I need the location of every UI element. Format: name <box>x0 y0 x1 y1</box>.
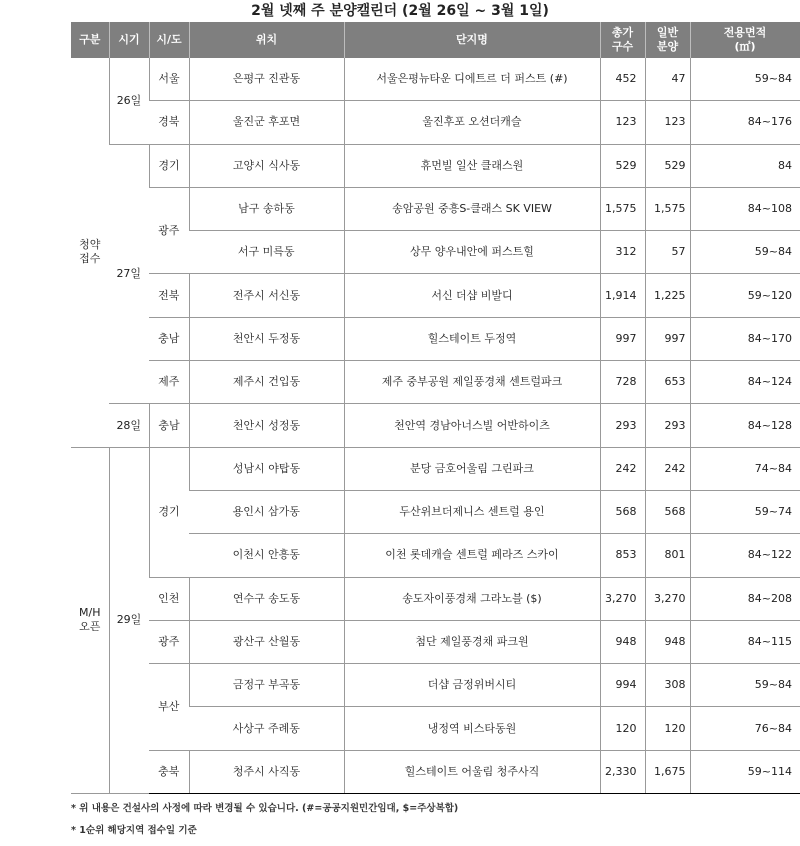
general-cell: 653 <box>645 361 690 404</box>
header-area: 전용면적 (㎡) <box>690 22 800 58</box>
area-cell: 74~84 <box>690 447 800 490</box>
total-cell: 853 <box>600 534 645 577</box>
general-cell: 997 <box>645 317 690 360</box>
general-cell: 242 <box>645 447 690 490</box>
location-cell: 제주시 건입동 <box>189 361 344 404</box>
total-cell: 728 <box>600 361 645 404</box>
total-cell: 312 <box>600 231 645 274</box>
region-cell: 충북 <box>149 750 189 793</box>
location-cell: 고양시 식사동 <box>189 144 344 187</box>
table-row <box>71 317 800 360</box>
region-cell: 경기 <box>149 144 189 187</box>
total-cell: 997 <box>600 317 645 360</box>
header-total-units: 총가 구수 <box>600 22 645 58</box>
header-region: 시/도 <box>149 22 189 58</box>
total-cell: 123 <box>600 101 645 144</box>
area-cell: 84~124 <box>690 361 800 404</box>
location-cell: 남구 송하동 <box>189 187 344 230</box>
complex-cell: 서울은평뉴타운 디에트르 더 퍼스트 (#) <box>344 58 600 101</box>
total-cell: 529 <box>600 144 645 187</box>
general-cell: 123 <box>645 101 690 144</box>
footnote-basis: * 1순위 해당지역 접수일 기준 <box>71 825 197 836</box>
table-row <box>71 750 800 793</box>
region-cell: 부산 <box>149 664 189 751</box>
area-cell: 59~84 <box>690 58 800 101</box>
area-cell: 84~208 <box>690 577 800 620</box>
header-row <box>71 22 800 58</box>
area-cell: 84~122 <box>690 534 800 577</box>
general-cell: 1,675 <box>645 750 690 793</box>
general-cell: 3,270 <box>645 577 690 620</box>
group-subscription: 청약 접수 <box>71 58 109 447</box>
complex-cell: 휴먼빌 일산 클래스원 <box>344 144 600 187</box>
complex-cell: 첨단 제일풍경채 파크원 <box>344 620 600 663</box>
area-cell: 84~170 <box>690 317 800 360</box>
complex-cell: 냉정역 비스타동원 <box>344 707 600 750</box>
location-cell: 이천시 안흥동 <box>189 534 344 577</box>
area-cell: 59~84 <box>690 231 800 274</box>
complex-cell: 제주 중부공원 제일풍경채 센트럴파크 <box>344 361 600 404</box>
date-cell: 29일 <box>109 447 149 793</box>
header-location: 위치 <box>189 22 344 58</box>
total-cell: 120 <box>600 707 645 750</box>
region-cell: 광주 <box>149 187 189 274</box>
area-cell: 59~84 <box>690 664 800 707</box>
location-cell: 천안시 성정동 <box>189 404 344 447</box>
total-cell: 1,914 <box>600 274 645 317</box>
area-cell: 84~108 <box>690 187 800 230</box>
date-cell: 28일 <box>109 404 149 447</box>
footnotes <box>71 802 458 846</box>
complex-cell: 이천 롯데캐슬 센트럴 페라즈 스카이 <box>344 534 600 577</box>
region-cell: 충남 <box>149 317 189 360</box>
table-row <box>71 274 800 317</box>
region-cell: 전북 <box>149 274 189 317</box>
region-cell: 경북 <box>149 101 189 144</box>
complex-cell: 힐스테이트 어울림 청주사직 <box>344 750 600 793</box>
location-cell: 광산구 산월동 <box>189 620 344 663</box>
general-cell: 529 <box>645 144 690 187</box>
general-cell: 57 <box>645 231 690 274</box>
complex-cell: 천안역 경남아너스빌 어반하이츠 <box>344 404 600 447</box>
area-cell: 59~74 <box>690 490 800 533</box>
location-cell: 금정구 부곡동 <box>189 664 344 707</box>
location-cell: 서구 미륵동 <box>189 231 344 274</box>
table-row <box>71 664 800 707</box>
table-row <box>71 58 800 101</box>
table-row <box>71 404 800 447</box>
table-row <box>71 447 800 490</box>
complex-cell: 송도자이풍경채 그라노블 ($) <box>344 577 600 620</box>
complex-cell: 울진후포 오션더캐슬 <box>344 101 600 144</box>
location-cell: 울진군 후포면 <box>189 101 344 144</box>
complex-cell: 더샵 금정위버시티 <box>344 664 600 707</box>
general-cell: 47 <box>645 58 690 101</box>
area-cell: 84~128 <box>690 404 800 447</box>
general-cell: 801 <box>645 534 690 577</box>
location-cell: 천안시 두정동 <box>189 317 344 360</box>
total-cell: 2,330 <box>600 750 645 793</box>
complex-cell: 힐스테이트 두정역 <box>344 317 600 360</box>
total-cell: 3,270 <box>600 577 645 620</box>
location-cell: 성남시 야탑동 <box>189 447 344 490</box>
header-complex: 단지명 <box>344 22 600 58</box>
general-cell: 1,225 <box>645 274 690 317</box>
total-cell: 452 <box>600 58 645 101</box>
table-row <box>71 577 800 620</box>
general-cell: 1,575 <box>645 187 690 230</box>
general-cell: 568 <box>645 490 690 533</box>
total-cell: 568 <box>600 490 645 533</box>
header-type: 구분 <box>71 22 109 58</box>
complex-cell: 분당 금호어울림 그린파크 <box>344 447 600 490</box>
page-title: 2월 넷째 주 분양캘린더 (2월 26일 ~ 3월 1일) <box>251 3 549 19</box>
table-row <box>71 620 800 663</box>
location-cell: 사상구 주례동 <box>189 707 344 750</box>
region-cell: 인천 <box>149 577 189 620</box>
general-cell: 120 <box>645 707 690 750</box>
area-cell: 59~120 <box>690 274 800 317</box>
complex-cell: 송암공원 중흥S-클래스 SK VIEW <box>344 187 600 230</box>
total-cell: 994 <box>600 664 645 707</box>
date-cell: 27일 <box>109 144 149 404</box>
table-row <box>71 101 800 144</box>
location-cell: 은평구 진관동 <box>189 58 344 101</box>
region-cell: 경기 <box>149 447 189 577</box>
complex-cell: 상무 양우내안에 퍼스트힐 <box>344 231 600 274</box>
schedule-table <box>71 22 800 794</box>
complex-cell: 서신 더샵 비발디 <box>344 274 600 317</box>
location-cell: 전주시 서신동 <box>189 274 344 317</box>
total-cell: 242 <box>600 447 645 490</box>
region-cell: 제주 <box>149 361 189 404</box>
footnote-disclaimer: * 위 내용은 건설사의 사정에 따라 변경될 수 있습니다. (#=공공지원민간임대, $=주상복합) <box>71 803 459 814</box>
area-cell: 84~176 <box>690 101 800 144</box>
header-general-units: 일반 분양 <box>645 22 690 58</box>
total-cell: 948 <box>600 620 645 663</box>
area-cell: 84~115 <box>690 620 800 663</box>
location-cell: 청주시 사직동 <box>189 750 344 793</box>
table-row <box>71 361 800 404</box>
complex-cell: 두산위브더제니스 센트럴 용인 <box>344 490 600 533</box>
region-cell: 서울 <box>149 58 189 101</box>
region-cell: 충남 <box>149 404 189 447</box>
general-cell: 948 <box>645 620 690 663</box>
area-cell: 84 <box>690 144 800 187</box>
area-cell: 76~84 <box>690 707 800 750</box>
table-row <box>71 187 800 230</box>
total-cell: 293 <box>600 404 645 447</box>
total-cell: 1,575 <box>600 187 645 230</box>
table-row <box>71 144 800 187</box>
header-date: 시기 <box>109 22 149 58</box>
region-cell: 광주 <box>149 620 189 663</box>
location-cell: 연수구 송도동 <box>189 577 344 620</box>
location-cell: 용인시 삼가동 <box>189 490 344 533</box>
general-cell: 293 <box>645 404 690 447</box>
general-cell: 308 <box>645 664 690 707</box>
area-cell: 59~114 <box>690 750 800 793</box>
group-modelhouse: M/H 오픈 <box>71 447 109 793</box>
date-cell: 26일 <box>109 58 149 144</box>
